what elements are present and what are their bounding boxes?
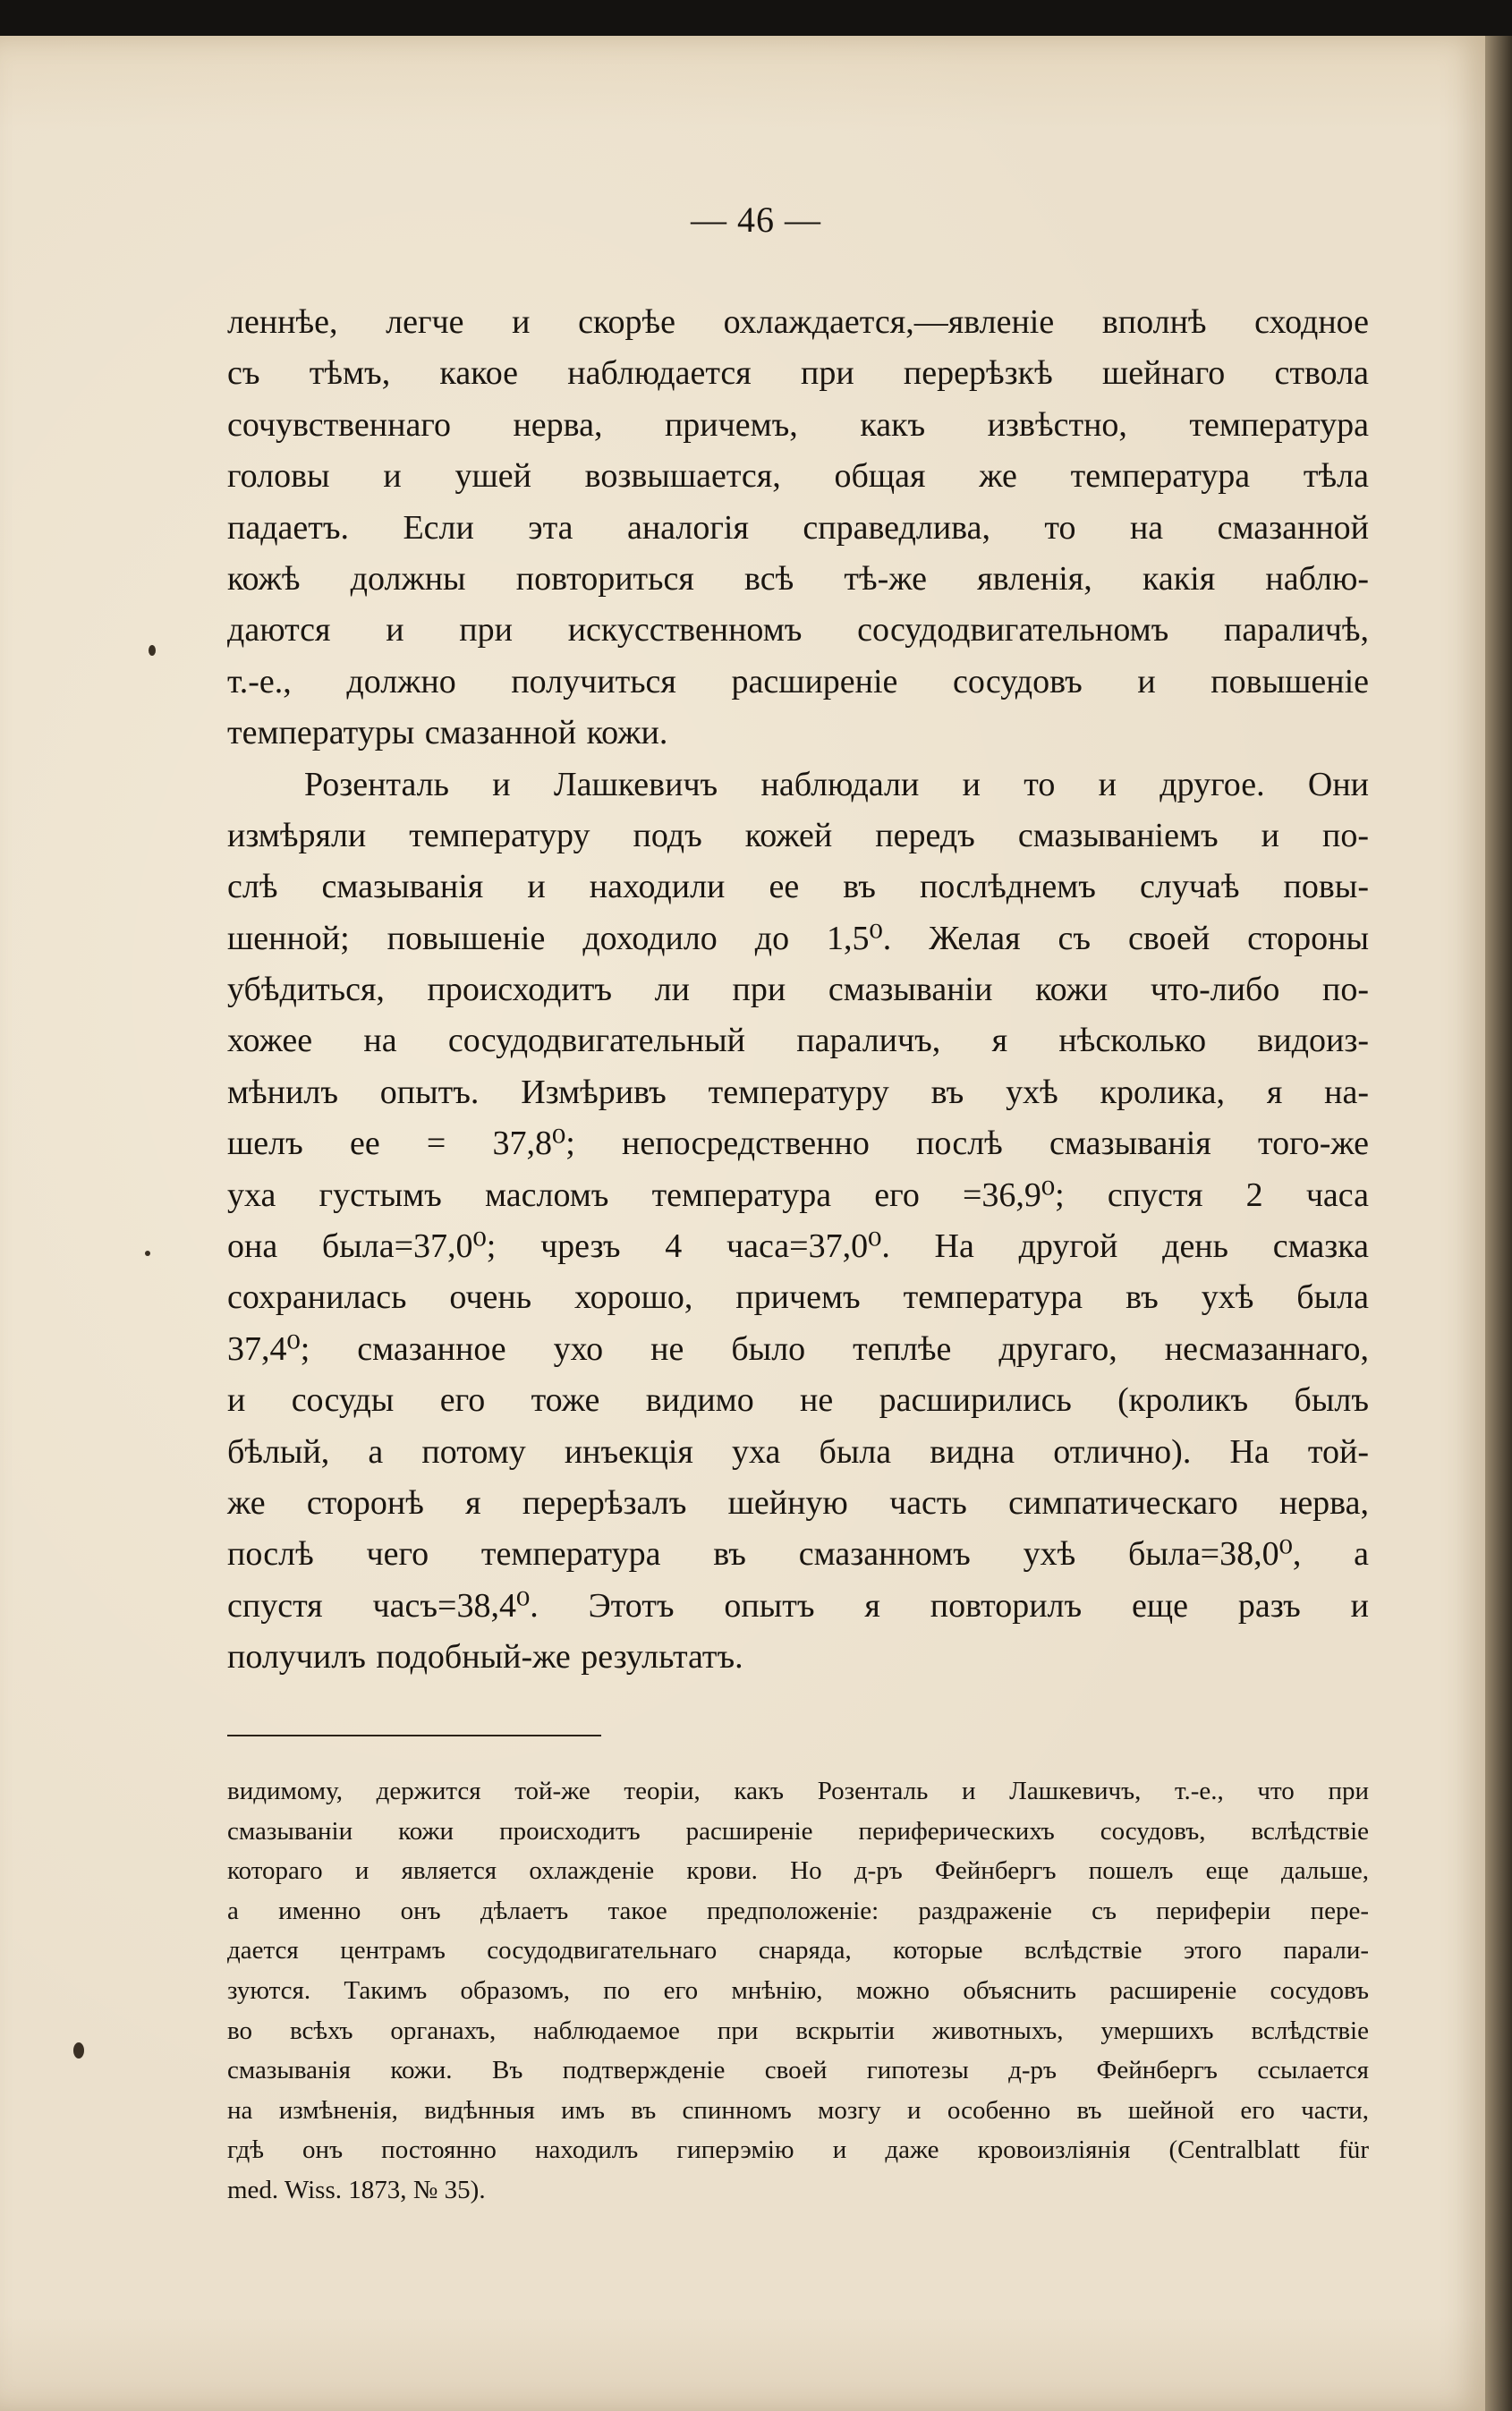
footnote <box>227 1771 1369 2211</box>
text-line: сохранилась очень хорошо, причемъ температура въ ухѣ была <box>227 1278 1369 1317</box>
footnote-line: на измѣненія, видѣнныя имъ въ спинномъ мозгу и особенно въ шейной его части, <box>227 2095 1369 2125</box>
footnote-line: гдѣ онъ постоянно находилъ гиперэмію и даже кровоизліянія (Centralblatt für <box>227 2135 1369 2165</box>
text-line: температуры смазанной кожи. <box>227 714 668 752</box>
ink-speck <box>145 1251 150 1256</box>
text-line: слѣ смазыванія и находили ее въ послѣднемъ случаѣ повы- <box>227 868 1369 906</box>
text-line: бѣлый, а потому инъекція уха была видна отлично). На той- <box>227 1432 1369 1471</box>
text-line: и сосуды его тоже видимо не расширились (кроликъ былъ <box>227 1381 1369 1420</box>
text-line: измѣряли температуру подъ кожей передъ смазываніемъ и по- <box>227 816 1369 854</box>
footnote-line: med. Wiss. 1873, № 35). <box>227 2175 486 2204</box>
page-number: — 46 — <box>691 200 821 240</box>
text-line: мѣнилъ опытъ. Измѣривъ температуру въ ухѣ кролика, я на- <box>227 1073 1369 1111</box>
page-edge-shadow <box>1485 36 1512 2411</box>
text-line: же сторонѣ я перерѣзалъ шейную часть симпатическаго нерва, <box>227 1483 1369 1522</box>
text-line: съ тѣмъ, какое наблюдается при перерѣзкѣ шейнаго ствола <box>227 354 1369 393</box>
text-line: падаетъ. Если эта аналогія справедлива, то на смазанной <box>227 508 1369 547</box>
ink-speck <box>73 2042 84 2059</box>
footnote-line: котораго и является охлажденіе крови. Но д-ръ Фейнбергъ пошелъ еще дальше, <box>227 1856 1369 1886</box>
text-line: убѣдиться, происходитъ ли при смазываніи кожи что-либо по- <box>227 971 1369 1009</box>
text-line: сочувственнаго нерва, причемъ, какъ извѣстно, температура <box>227 405 1369 444</box>
text-line: хожее на сосудодвигательный параличъ, я нѣсколько видоиз- <box>227 1022 1369 1060</box>
text-line: шенной; повышеніе доходило до 1,5⁰. Желая съ своей стороны <box>227 919 1369 957</box>
footnote-line: смазываніи кожи происходитъ расширеніе периферическихъ сосудовъ, вслѣдствіе <box>227 1816 1369 1846</box>
footnote-line: дается центрамъ сосудодвигательнаго снаряда, которые вслѣдствіе этого парали- <box>227 1936 1369 1965</box>
paragraph-start-line: Розенталь и Лашкевичъ наблюдали и то и другое. Они <box>304 765 1369 803</box>
text-line: шелъ ее = 37,8⁰; непосредственно послѣ смазыванія того-же <box>227 1125 1369 1163</box>
body-text <box>227 297 1369 1684</box>
ink-speck <box>149 645 156 656</box>
text-line: 37,4⁰; смазанное ухо не было теплѣе другаго, несмазаннаго, <box>227 1329 1369 1368</box>
text-line: кожѣ должны повториться всѣ тѣ-же явленія, какія наблю- <box>227 559 1369 598</box>
text-line: леннѣе, легче и скорѣе охлаждается,—явленіе вполнѣ сходное <box>227 303 1369 341</box>
text-line: получилъ подобный-же результатъ. <box>227 1638 743 1677</box>
text-line: головы и ушей возвышается, общая же температура тѣла <box>227 457 1369 496</box>
footnote-line: видимому, держится той-же теоріи, какъ Розенталь и Лашкевичъ, т.-е., что при <box>227 1777 1369 1805</box>
footnote-line: смазыванія кожи. Въ подтвержденіе своей гипотезы д-ръ Фейнбергъ ссылается <box>227 2056 1369 2085</box>
footnote-line: во всѣхъ органахъ, наблюдаемое при вскрытіи животныхъ, умершихъ вслѣдствіе <box>227 2016 1369 2045</box>
footnote-divider <box>227 1735 601 1736</box>
text-line: т.-е., должно получиться расширеніе сосудовъ и повышеніе <box>227 662 1369 700</box>
text-line: спустя часъ=38,4⁰. Этотъ опытъ я повторилъ еще разъ и <box>227 1586 1369 1625</box>
footnote-line: а именно онъ дѣлаетъ такое предположеніе: раздраженіе съ периферіи пере- <box>227 1896 1369 1925</box>
text-line: она была=37,0⁰; чрезъ 4 часа=37,0⁰. На другой день смазка <box>227 1227 1369 1266</box>
text-line: даются и при искусственномъ сосудодвигательномъ параличѣ, <box>227 611 1369 649</box>
text-line: уха густымъ масломъ температура его =36,9⁰; спустя 2 часа <box>227 1176 1369 1214</box>
text-line: послѣ чего температура въ смазанномъ ухѣ была=38,0⁰, а <box>227 1535 1369 1574</box>
footnote-line: зуются. Такимъ образомъ, по его мнѣнію, можно объяснить расширеніе сосудовъ <box>227 1975 1369 2005</box>
